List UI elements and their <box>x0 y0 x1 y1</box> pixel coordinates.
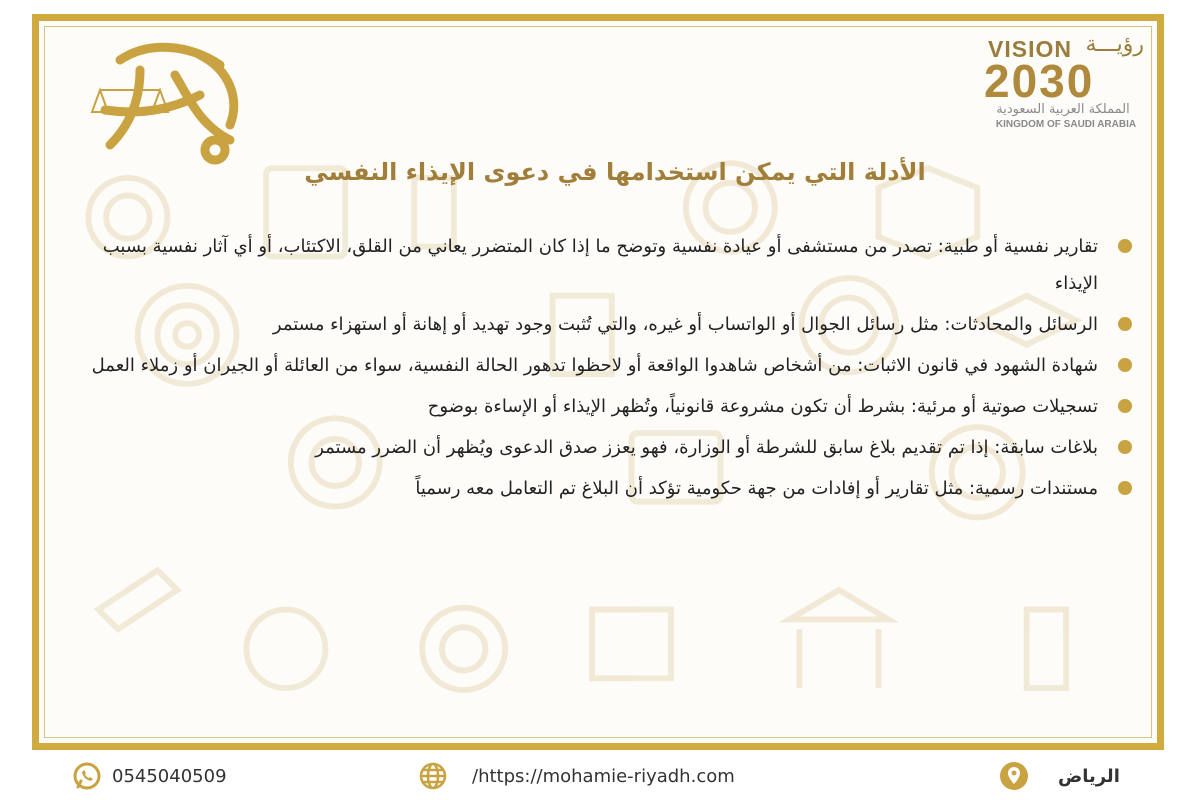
location-pin-icon <box>998 760 1030 792</box>
list-item-text: شهادة الشهود في قانون الاثبات: من أشخاص شاهدوا الواقعة أو لاحظوا تدهور الحالة النفسية، سواء من العائلة أو الجيران أو زملاء العمل <box>91 355 1098 376</box>
list-item <box>60 470 1140 507</box>
bullet-icon <box>1118 399 1132 413</box>
kingdom-name-english: KINGDOM OF SAUDI ARABIA <box>995 119 1137 130</box>
list-item-text: بلاغات سابقة: إذا تم تقديم بلاغ سابق للشرطة أو الوزارة، فهو يعزز صدق الدعوى ويُظهر أن الضرر مستمر <box>315 437 1098 458</box>
list-item <box>60 347 1140 384</box>
phone-contact[interactable] <box>72 762 227 790</box>
list-item <box>60 228 1140 302</box>
vision-2030-logo <box>980 32 1150 132</box>
vision-word-arabic: رؤيـــة <box>1085 32 1144 57</box>
bullet-icon <box>1118 481 1132 495</box>
list-item <box>60 388 1140 425</box>
location <box>998 762 1120 790</box>
kingdom-name-arabic: المملكة العربية السعودية <box>996 102 1130 117</box>
footer <box>0 750 1200 800</box>
calligraphy-logo <box>80 30 260 170</box>
list-item-text: تقارير نفسية أو طبية: تصدر من مستشفى أو عيادة نفسية وتوضح ما إذا كان المتضرر يعاني من القلق، الاكتئاب، أو أي آثار نفسية بسبب الإيذاء <box>102 236 1098 294</box>
list-item <box>60 306 1140 343</box>
website-url: /https://mohamie-riyadh.com <box>472 765 735 787</box>
evidence-list <box>60 228 1140 511</box>
page-title: الأدلة التي يمكن استخدامها في دعوى الإيذاء النفسي <box>304 158 926 186</box>
list-item <box>60 429 1140 466</box>
bullet-icon <box>1118 358 1132 372</box>
list-item-text: الرسائل والمحادثات: مثل رسائل الجوال أو الواتساب أو غيره، والتي تُثبت وجود تهديد أو إهانة أو استهزاء مستمر <box>272 314 1098 335</box>
vision-year: 2030 <box>984 55 1095 107</box>
bullet-icon <box>1118 239 1132 253</box>
list-item-text: مستندات رسمية: مثل تقارير أو إفادات من جهة حكومية تؤكد أن البلاغ تم التعامل معه رسمياً <box>415 478 1098 499</box>
city-name: الرياض <box>1058 765 1120 787</box>
vision-word: VISION <box>988 36 1072 62</box>
whatsapp-icon <box>72 761 102 791</box>
list-item-text: تسجيلات صوتية أو مرئية: بشرط أن تكون مشروعة قانونياً، وتُظهر الإيذاء أو الإساءة بوضوح <box>427 396 1098 417</box>
globe-icon <box>418 761 448 791</box>
website-link[interactable] <box>418 762 735 790</box>
bullet-icon <box>1118 440 1132 454</box>
phone-number: 0545040509 <box>112 765 227 787</box>
bullet-icon <box>1118 317 1132 331</box>
